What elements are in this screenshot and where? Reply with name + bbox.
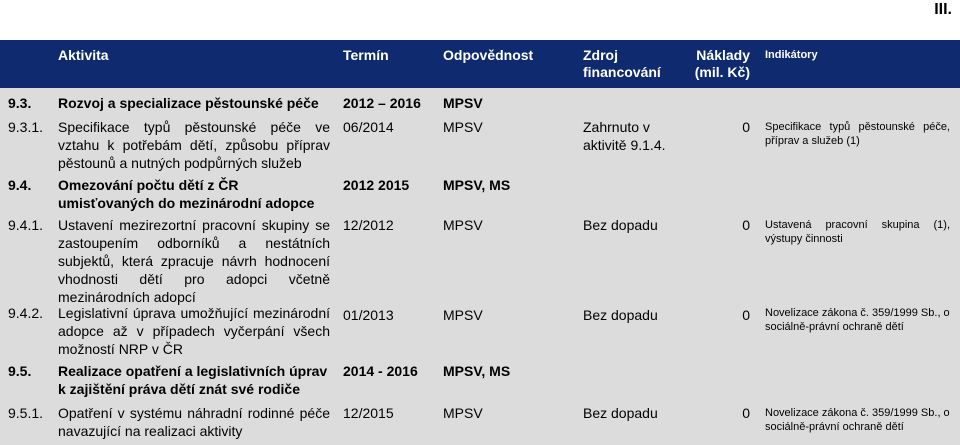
row-activity: Specifikace typů pěstounské péče ve vztahu k potřebám dětí, způsobu příprav pěstounů a nutných podpůrných služeb	[58, 119, 330, 171]
row-activity: Ustavení mezirezortní pracovní skupiny se zastoupením odborníků a nestátních subjektů, která zpracuje návrh hodnocení vhodnosti dětí pro adopci včetně mezinárodních adopcí	[58, 217, 330, 305]
table-header	[0, 40, 960, 88]
row-term: 2012 – 2016	[343, 95, 421, 111]
row-term: 06/2014	[343, 119, 394, 135]
header-odpovednost: Odpovědnost	[443, 47, 534, 63]
header-naklady: Náklady (mil. Kč)	[694, 47, 750, 80]
row-indicator: Specifikace typů pěstounské péče, příprav a služeb (1)	[765, 121, 950, 147]
row-number: 9.3.	[8, 95, 32, 111]
row-source: Zahrnuto v aktivitě 9.1.4.	[583, 119, 666, 153]
row-activity: Omezování počtu dětí z ČR umisťovaných do mezinárodní adopce	[58, 177, 315, 211]
row-cost: 0	[742, 217, 750, 233]
row-number: 9.5.1.	[8, 405, 44, 421]
row-number: 9.4.1.	[8, 217, 44, 233]
table-row	[0, 118, 960, 171]
table-row	[0, 304, 960, 364]
row-indicator: Novelizace zákona č. 359/1999 Sb., o sociálně-právní ochraně dětí	[765, 307, 950, 333]
row-responsibility: MPSV, MS	[443, 363, 511, 379]
table-row	[0, 88, 960, 118]
row-responsibility: MPSV, MS	[443, 177, 511, 193]
row-cost: 0	[742, 405, 750, 421]
header-indikatory: Indikátory	[765, 49, 818, 61]
row-number: 9.4.	[8, 177, 32, 193]
row-source: Bez dopadu	[583, 405, 658, 421]
row-term: 2014 - 2016	[343, 363, 418, 379]
activities-table	[0, 40, 960, 445]
row-responsibility: MPSV	[443, 307, 483, 323]
row-term: 12/2015	[343, 405, 394, 421]
header-zdroj: Zdroj financování	[583, 47, 661, 80]
table-row	[0, 172, 960, 212]
row-cost: 0	[742, 307, 750, 323]
row-responsibility: MPSV	[443, 95, 483, 111]
table-row	[0, 216, 960, 305]
row-responsibility: MPSV	[443, 405, 483, 421]
row-activity: Rozvoj a specializace pěstounské péče	[58, 95, 319, 111]
row-term: 2012 2015	[343, 177, 410, 193]
row-indicator: Novelizace zákona č. 359/1999 Sb., o sociálně-právní ochraně dětí	[765, 407, 950, 433]
row-responsibility: MPSV	[443, 119, 483, 135]
row-term: 01/2013	[343, 307, 394, 323]
row-source: Bez dopadu	[583, 307, 658, 323]
row-cost: 0	[742, 119, 750, 135]
table-row	[0, 362, 960, 402]
row-number: 9.4.2.	[8, 305, 44, 321]
header-aktivita: Aktivita	[58, 47, 109, 63]
page-number: III.	[934, 1, 952, 18]
row-source: Bez dopadu	[583, 217, 658, 233]
row-responsibility: MPSV	[443, 217, 483, 233]
header-termin: Termín	[343, 47, 389, 63]
row-activity: Legislativní úprava umožňující mezinárodní adopce až v případech vyčerpání všech možností NRP v ČR	[58, 305, 330, 357]
row-term: 12/2012	[343, 217, 394, 233]
row-number: 9.3.1.	[8, 119, 44, 135]
row-activity: Opatření v systému náhradní rodinné péče navazující na realizaci aktivity	[58, 405, 330, 439]
row-activity: Realizace opatření a legislativních úprav k zajištění práva dětí znát své rodiče	[58, 363, 328, 397]
row-number: 9.5.	[8, 363, 32, 379]
table-row	[0, 404, 960, 444]
row-indicator: Ustavená pracovní skupina (1), výstupy činnosti	[765, 219, 950, 245]
